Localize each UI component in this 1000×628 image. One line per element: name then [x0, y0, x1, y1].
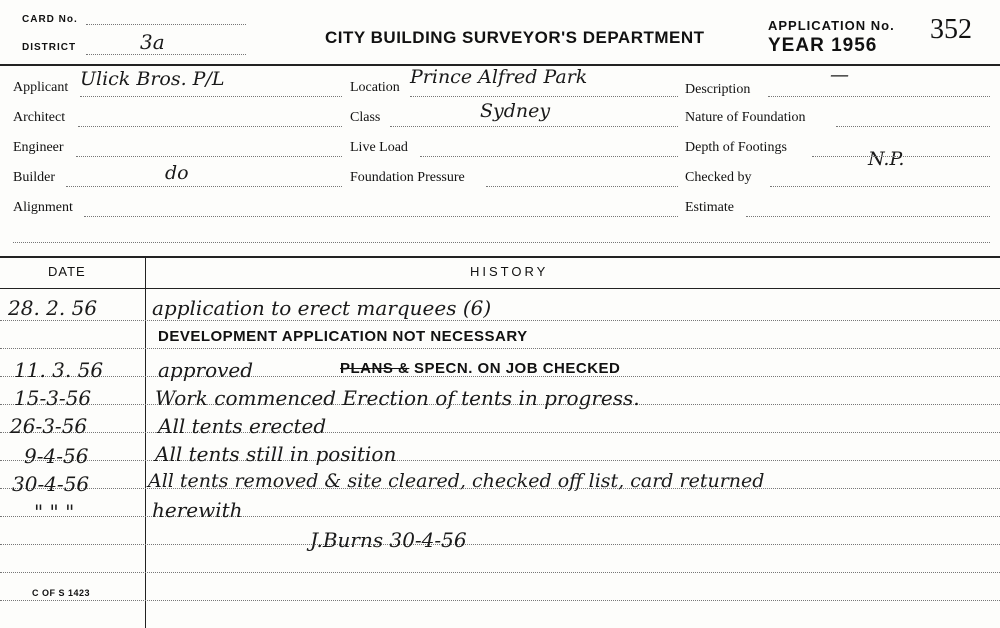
history-date: 26-3-56	[10, 414, 88, 438]
depth-of-footings-value: N.P.	[868, 148, 905, 170]
history-date: 9-4-56	[24, 444, 89, 468]
checked-by-line	[770, 186, 990, 187]
history-entry: herewith	[152, 498, 243, 522]
history-entry: All tents erected	[158, 414, 327, 438]
architect-line	[78, 126, 342, 127]
nature-of-foundation-line	[836, 126, 990, 127]
estimate-line	[746, 216, 990, 217]
location-label: Location	[350, 80, 400, 95]
ruled-line	[0, 544, 1000, 545]
estimate-label: Estimate	[685, 200, 734, 215]
district-value: 3a	[140, 30, 165, 54]
plans-check-stamp	[340, 360, 620, 377]
history-entry: Work commenced Erection of tents in progress.	[155, 386, 640, 410]
depth-of-footings-line	[812, 156, 990, 157]
card-no-label: CARD No.	[22, 14, 78, 25]
history-date: 30-4-56	[12, 472, 90, 496]
nature-of-foundation-label: Nature of Foundation	[685, 110, 806, 125]
signature: J.Burns 30-4-56	[310, 528, 467, 552]
builder-value: do	[165, 162, 189, 184]
checked-by-label: Checked by	[685, 170, 752, 185]
applicant-value: Ulick Bros. P/L	[80, 68, 225, 90]
date-header: DATE	[48, 264, 86, 279]
engineer-label: Engineer	[13, 140, 64, 155]
development-stamp: DEVELOPMENT APPLICATION NOT NECESSARY	[158, 328, 528, 345]
ruled-line	[0, 432, 1000, 433]
history-entry: application to erect marquees (6)	[152, 296, 492, 320]
department-title: CITY BUILDING SURVEYOR'S DEPARTMENT	[325, 28, 705, 47]
live-load-line	[420, 156, 678, 157]
depth-of-footings-label: Depth of Footings	[685, 140, 787, 155]
applicant-line	[80, 96, 342, 97]
description-line	[768, 96, 990, 97]
class-label: Class	[350, 110, 381, 125]
application-no-value: 352	[930, 14, 972, 45]
history-entry: All tents removed & site cleared, checked off list, card returned	[148, 470, 765, 492]
alignment-label: Alignment	[13, 200, 73, 215]
history-date: " " "	[34, 500, 75, 524]
ruled-line	[0, 516, 1000, 517]
history-date: 28. 2. 56	[8, 296, 98, 320]
district-label: DISTRICT	[22, 42, 77, 53]
history-header-border	[0, 288, 1000, 289]
foundation-pressure-label: Foundation Pressure	[350, 170, 465, 185]
history-header: HISTORY	[470, 264, 549, 279]
form-code: C OF S 1423	[32, 588, 91, 598]
application-no-label: APPLICATION No.	[768, 18, 895, 33]
location-line	[410, 96, 678, 97]
ruled-line	[0, 320, 1000, 321]
applicant-label: Applicant	[13, 80, 69, 95]
ruled-line	[0, 348, 1000, 349]
struck-stamp-text: PLANS &	[340, 360, 410, 377]
class-value: Sydney	[480, 100, 551, 122]
history-date: 11. 3. 56	[14, 358, 104, 382]
history-entry: All tents still in position	[155, 442, 397, 466]
history-date: 15-3-56	[14, 386, 92, 410]
architect-label: Architect	[13, 110, 66, 125]
location-value: Prince Alfred Park	[410, 66, 588, 88]
district-line	[86, 54, 246, 55]
ruled-line	[0, 572, 1000, 573]
foundation-pressure-line	[486, 186, 678, 187]
history-top-border	[0, 256, 1000, 258]
class-line	[390, 126, 678, 127]
engineer-line	[76, 156, 342, 157]
history-entry: approved	[158, 358, 254, 382]
alignment-line	[84, 216, 678, 217]
blank-field-line	[13, 242, 990, 243]
year-label: YEAR 1956	[768, 35, 878, 56]
ruled-line	[0, 460, 1000, 461]
card-no-line	[86, 24, 246, 25]
description-value: —	[830, 64, 849, 86]
stamp-text: SPECN. ON JOB CHECKED	[414, 360, 621, 377]
builder-label: Builder	[13, 170, 55, 185]
live-load-label: Live Load	[350, 140, 408, 155]
description-label: Description	[685, 82, 751, 97]
builder-line	[66, 186, 342, 187]
ruled-line	[0, 600, 1000, 601]
